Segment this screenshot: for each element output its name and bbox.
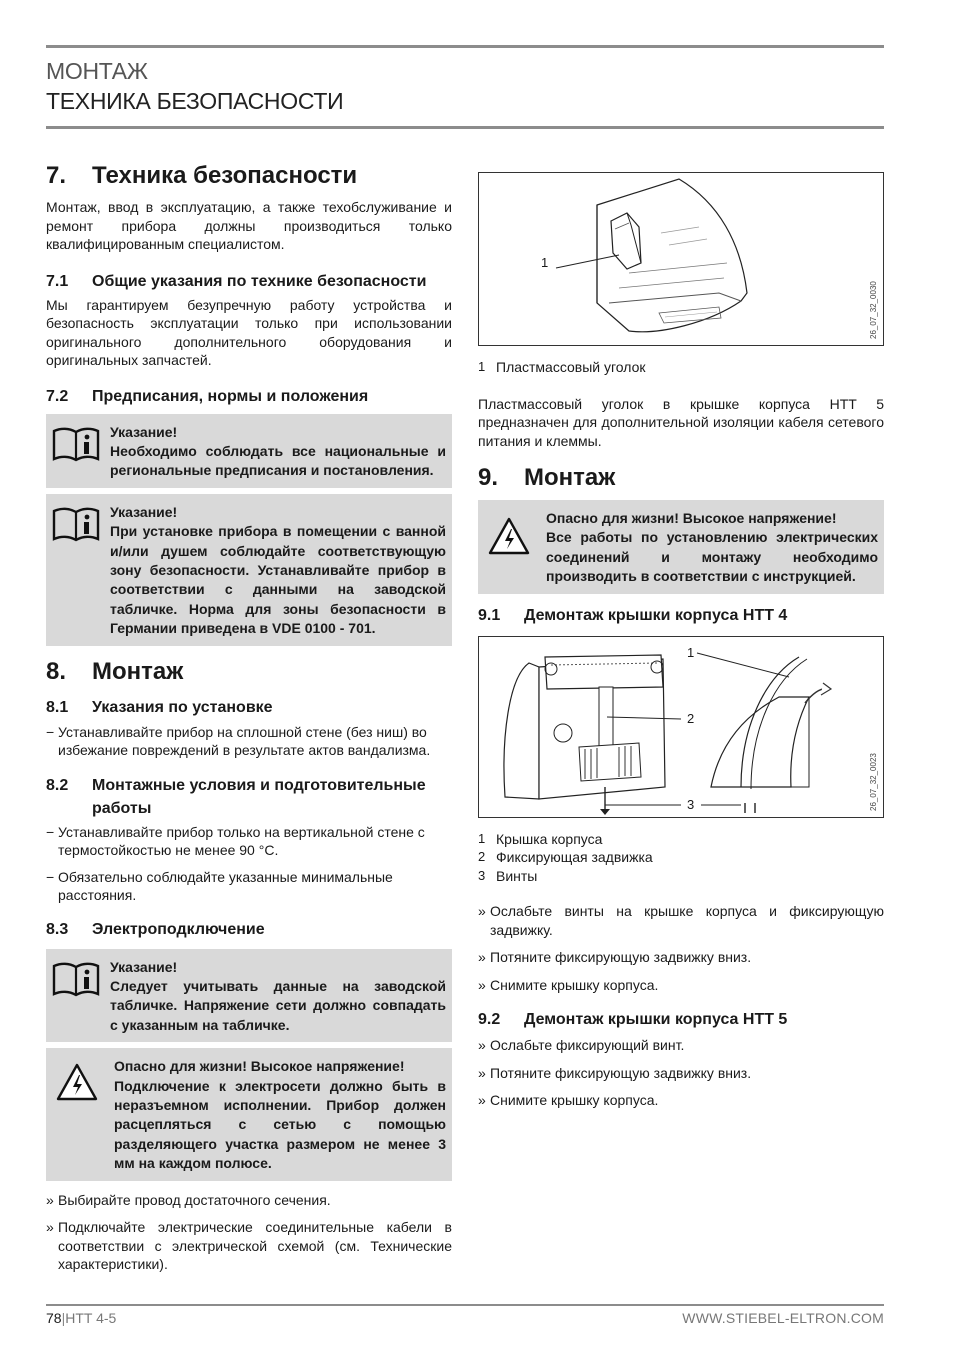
list-item: − Обязательно соблюдайте указанные минимальные расстояния.	[46, 868, 393, 904]
callout-1: 1	[541, 255, 549, 270]
header-rule	[46, 126, 884, 129]
top-rule	[46, 45, 884, 48]
page-footer-left: 78|HTT 4-5	[46, 1310, 117, 1326]
website-link[interactable]: WWW.STIEBEL-ELTRON.COM	[682, 1310, 884, 1326]
caption-item: 2 Фиксирующая задвижка	[478, 849, 653, 866]
warning-box	[46, 1048, 452, 1180]
info-book-icon	[52, 426, 100, 462]
note-box	[46, 414, 452, 488]
callout-3: 3	[687, 796, 695, 812]
action-item: » Потяните фиксирующую задвижку вниз.	[478, 1064, 752, 1081]
note-text: При установке прибора в помещении с ванной и/или душем соблюдайте соответствующую зону безопасности. Устанавливайте прибор в соответствии с данными на заводской табличке. Норма для зоны безопасности в Германии приведена в VDE 0100 - 701.	[110, 523, 446, 637]
intro-text: Пластмассовый уголок в крышке корпуса HTT 5 предназначен для дополнительной изоляции кабеля сетевого питания и клеммы.	[478, 395, 884, 449]
note-label: Указание!	[110, 958, 178, 975]
note-text: Необходимо соблюдать все национальные и региональные предписания и постановления.	[110, 442, 446, 479]
note-box	[46, 494, 452, 646]
caption-item: 1 Крышка корпуса	[478, 830, 603, 847]
figure-plastic-corner	[478, 172, 884, 346]
section-8-heading: 8. Монтаж	[46, 657, 184, 685]
info-book-icon	[52, 961, 100, 997]
section-7-1-heading: 7.1 Общие указания по технике безопасности	[46, 272, 427, 290]
section-8-1-heading: 8.1 Указания по установке	[46, 698, 273, 716]
action-item: » Выбирайте провод достаточного сечения.	[46, 1191, 331, 1208]
htt4-cover-illustration	[479, 637, 883, 817]
doc-name: HTT 4-5	[65, 1310, 117, 1326]
note-label: Указание!	[110, 503, 178, 520]
right-column	[478, 172, 884, 1110]
section-9-heading: 9. Монтаж	[478, 464, 616, 491]
section-7-2-heading: 7.2 Предписания, нормы и положения	[46, 387, 369, 405]
note-label: Указание!	[110, 423, 178, 440]
note-box	[46, 949, 452, 1043]
section-7-text: Монтаж, ввод в эксплуатацию, а также техобслуживание и ремонт прибора должны производиться только квалифицированным специалистом.	[46, 199, 452, 252]
caption-item: 1 Пластмассовый уголок	[478, 359, 646, 375]
list-item: − Устанавливайте прибор только на вертикальной стене с термостойкостью не менее 90 °C.	[46, 823, 425, 859]
action-item: » Ослабьте винты на крышке корпуса и фиксирующую задвижку.	[478, 903, 884, 938]
warning-text: Все работы по установлению электрических соединений и монтажу необходимо производить в соответствии с инструкцией.	[546, 529, 878, 585]
high-voltage-icon	[56, 1063, 98, 1101]
warning-label: Опасно для жизни! Высокое напряжение!	[546, 510, 837, 526]
info-book-icon	[52, 506, 100, 542]
left-column	[46, 162, 452, 1274]
high-voltage-icon	[488, 517, 530, 555]
section-9-1-heading: 9.1 Демонтаж крышки корпуса HTT 4	[478, 606, 788, 624]
caption-item: 3 Винты	[478, 867, 538, 884]
callout-2: 2	[687, 710, 695, 726]
figure-code: 26_07_32_0023	[869, 752, 878, 811]
warning-text: Подключение к электросети должно быть в неразъемном исполнении. Прибор должен расцепляться с сетью с помощью разделяющего участка размером не менее 3 мм на каждом полюсе.	[114, 1077, 446, 1172]
warning-label: Опасно для жизни! Высокое напряжение!	[114, 1058, 405, 1075]
section-7-heading: 7. Техника безопасности	[46, 162, 358, 189]
figure-code: 26_07_32_0030	[869, 281, 878, 339]
section-8-2-heading: 8.2 Монтажные условия и подготовительные работы	[46, 776, 426, 817]
plastic-corner-illustration	[479, 173, 883, 345]
figure-htt4-cover	[478, 636, 884, 818]
action-item: » Подключайте электрические соединительные кабели в соответствии с электрической схемой (см. Технические характеристики).	[46, 1219, 452, 1273]
action-item: » Снимите крышку корпуса.	[478, 1092, 659, 1109]
section-7-1-text: Мы гарантируем безупречную работу устройства и безопасность эксплуатации только при использовании оригинального дополнительного оборудования и оригинальных запчастей.	[46, 296, 452, 368]
section-8-3-heading: 8.3 Электроподключение	[46, 920, 265, 938]
note-text: Следует учитывать данные на заводской табличке. Напряжение сети должно совпадать с указанным на табличке.	[110, 977, 446, 1033]
list-item: − Устанавливайте прибор на сплошной стене (без ниш) во избежание повреждений в результате актов вандализма.	[46, 723, 431, 759]
action-item: » Ослабьте фиксирующий винт.	[478, 1037, 685, 1054]
warning-box	[478, 500, 884, 594]
header-section: ТЕХНИКА БЕЗОПАСНОСТИ	[46, 88, 344, 114]
section-9-2-heading: 9.2 Демонтаж крышки корпуса HTT 5	[478, 1011, 788, 1029]
action-item: » Потяните фиксирующую задвижку вниз.	[478, 949, 752, 966]
footer-rule	[46, 1304, 884, 1306]
page-number: 78	[46, 1310, 62, 1326]
callout-1: 1	[687, 644, 695, 660]
header-chapter: МОНТАЖ	[46, 58, 148, 84]
action-item: » Снимите крышку корпуса.	[478, 976, 659, 993]
